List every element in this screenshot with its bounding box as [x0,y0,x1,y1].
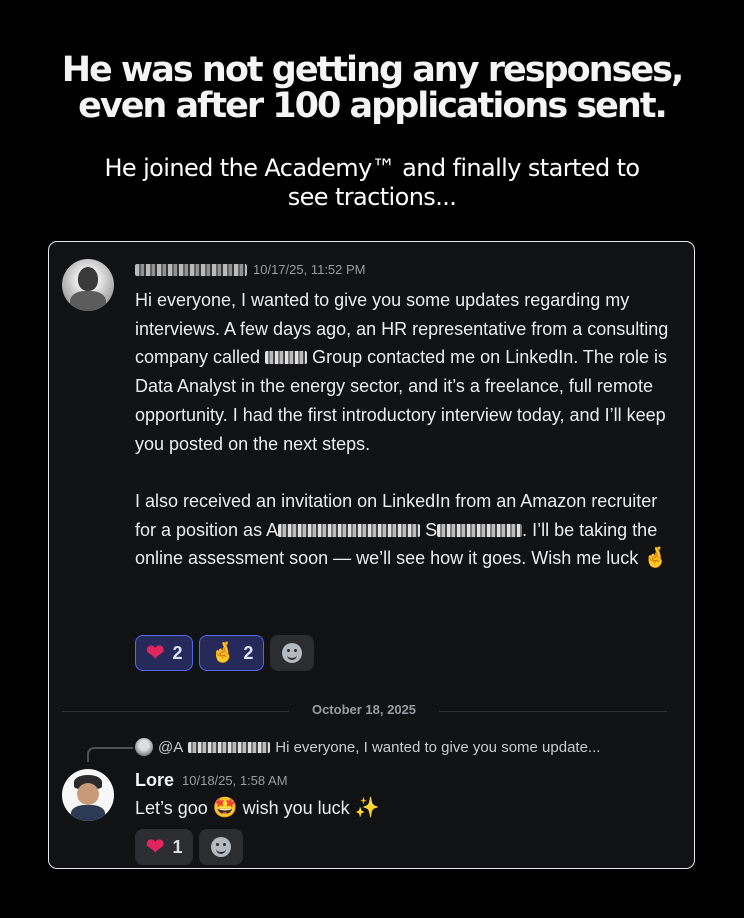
avatar [135,738,153,756]
subheadline [0,154,744,212]
redacted-username [188,742,270,753]
heart-icon: ❤ [146,834,165,859]
crossed-fingers-icon: 🤞 [643,547,669,570]
reply-preview: Hi everyone, I wanted to give you some update... [275,738,601,756]
add-reaction-icon [282,643,302,663]
headline [0,52,744,124]
message-timestamp: 10/18/25, 1:58 AM [182,773,288,788]
reaction-heart-button[interactable] [135,829,193,865]
redacted-role [437,524,522,537]
chat-screenshot-card [48,241,695,869]
sparkles-icon: ✨ [354,797,380,819]
message-header [135,262,366,277]
reaction-count: 2 [172,642,183,663]
message-paragraph: Hi everyone, I wanted to give you some updates regarding my interviews. A few days ago, an HR representative from a consulting company called Group contacted me on LinkedIn. The role is Data Analyst in the energy sector, and it’s a freelance, full remote opportunity. I had the first introductory interview today, and I’ll keep you posted on the next steps. [135,290,669,454]
avatar[interactable] [62,769,114,821]
date-divider-label: October 18, 2025 [289,702,439,717]
subhead-line1: He joined the Academy™ and finally started to [104,154,640,182]
message-body: Let’s goo 🤩 wish you luck ✨ [135,797,380,819]
message-body [135,286,675,573]
redacted-role [278,524,420,537]
reply-reference[interactable] [135,738,600,756]
reaction-count: 2 [243,642,254,663]
add-reaction-icon [211,837,231,857]
message-header [135,770,288,791]
add-reaction-button[interactable] [270,635,314,671]
add-reaction-button[interactable] [199,829,243,865]
crossed-fingers-icon: 🤞 [210,642,236,664]
reply-mention: @A [158,738,184,756]
reaction-bar [135,829,243,865]
avatar[interactable] [62,259,114,311]
message-timestamp: 10/17/25, 11:52 PM [253,262,366,277]
redacted-username [135,264,247,276]
reply-connector [87,747,133,762]
subhead-line2: see tractions... [287,183,457,211]
star-struck-icon: 🤩 [212,797,238,819]
message-paragraph: I also received an invitation on LinkedIn from an Amazon recruiter for a position as A S . I’ll be taking the online assessment soon — we’ll see how it goes. Wish me luck 🤞 [135,490,669,570]
author-name[interactable]: Lore [135,770,175,790]
reaction-bar [135,635,314,671]
reaction-count: 1 [172,836,183,857]
redacted-company [265,351,307,364]
reaction-heart-button[interactable] [135,635,193,671]
headline-line1: He was not getting any responses, [61,50,683,90]
reaction-crossed-fingers-button[interactable] [199,635,264,671]
headline-line2: even after 100 applications sent. [78,86,666,126]
heart-icon: ❤ [146,640,165,665]
